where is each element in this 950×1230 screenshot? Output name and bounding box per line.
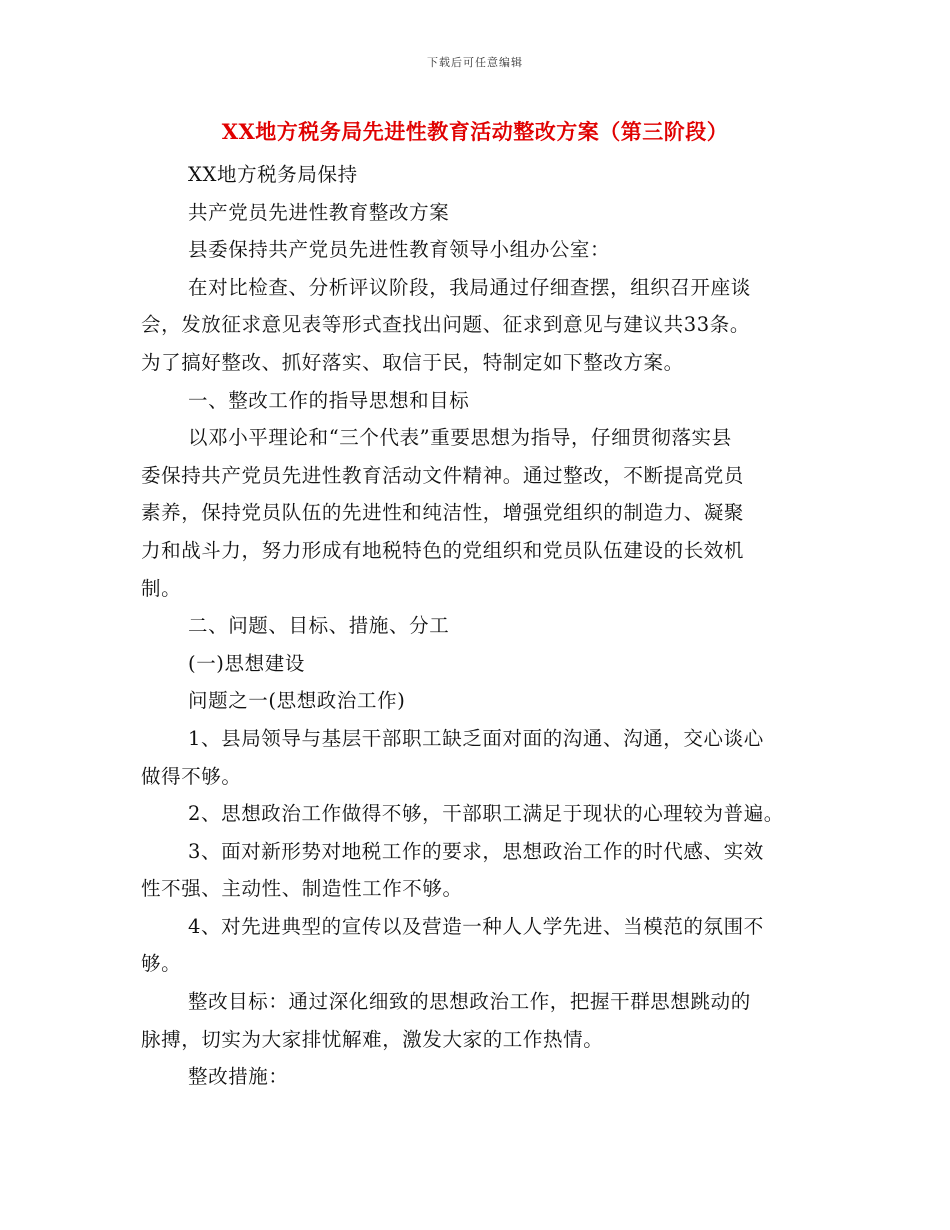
body-line: 整改措施： [188,1065,289,1089]
body-line: 共产党员先进性教育整改方案 [188,200,450,224]
body-line: 力和战斗力，努力形成有地税特色的党组织和党员队伍建设的长效机 [141,538,745,562]
body-line: 脉搏，切实为大家排忧解难，激发大家的工作热情。 [141,1027,604,1051]
body-line: 问题之一(思想政治工作) [188,689,406,713]
body-line: 制。 [141,576,182,600]
section-heading: 一、整改工作的指导思想和目标 [188,388,470,412]
body-line: 性不强、主动性、制造性工作不够。 [141,877,463,901]
body-line: 2、思想政治工作做得不够，干部职工满足于现状的心理较为普遍。 [188,802,784,826]
page-header: 下载后可任意编辑 [427,56,523,69]
body-line: 为了搞好整改、抓好落实、取信于民，特制定如下整改方案。 [141,350,684,374]
subsection-heading: (一)思想建设 [188,651,305,675]
body-line: 县委保持共产党员先进性教育领导小组办公室： [188,238,611,262]
body-line: 以邓小平理论和“三个代表”重要思想为指导，仔细贯彻落实县 [188,426,732,450]
body-line: 1、县局领导与基层干部职工缺乏面对面的沟通、沟通，交心谈心 [188,726,764,750]
document-title: XX地方税务局先进性教育活动整改方案（第三阶段） [221,119,729,144]
body-line: 够。 [141,952,182,976]
body-line: 会，发放征求意见表等形式查找出问题、征求到意见与建议共33条。 [141,313,750,337]
body-line: 做得不够。 [141,764,242,788]
document-body [141,156,806,1096]
section-heading: 二、问题、目标、措施、分工 [188,614,450,638]
body-line: 3、面对新形势对地税工作的要求，思想政治工作的时代感、实效 [188,839,764,863]
body-line: 4、对先进典型的宣传以及营造一种人人学先进、当模范的氛围不 [188,914,764,938]
body-line: XX地方税务局保持 [188,163,358,186]
body-line: 整改目标：通过深化细致的思想政治工作，把握干群思想跳动的 [188,990,751,1014]
body-line: 素养，保持党员队伍的先进性和纯洁性，增强党组织的制造力、凝聚 [141,501,745,525]
body-line: 委保持共产党员先进性教育活动文件精神。通过整改，不断提高党员 [141,463,745,487]
body-line: 在对比检查、分析评议阶段，我局通过仔细查摆，组织召开座谈 [188,275,751,299]
